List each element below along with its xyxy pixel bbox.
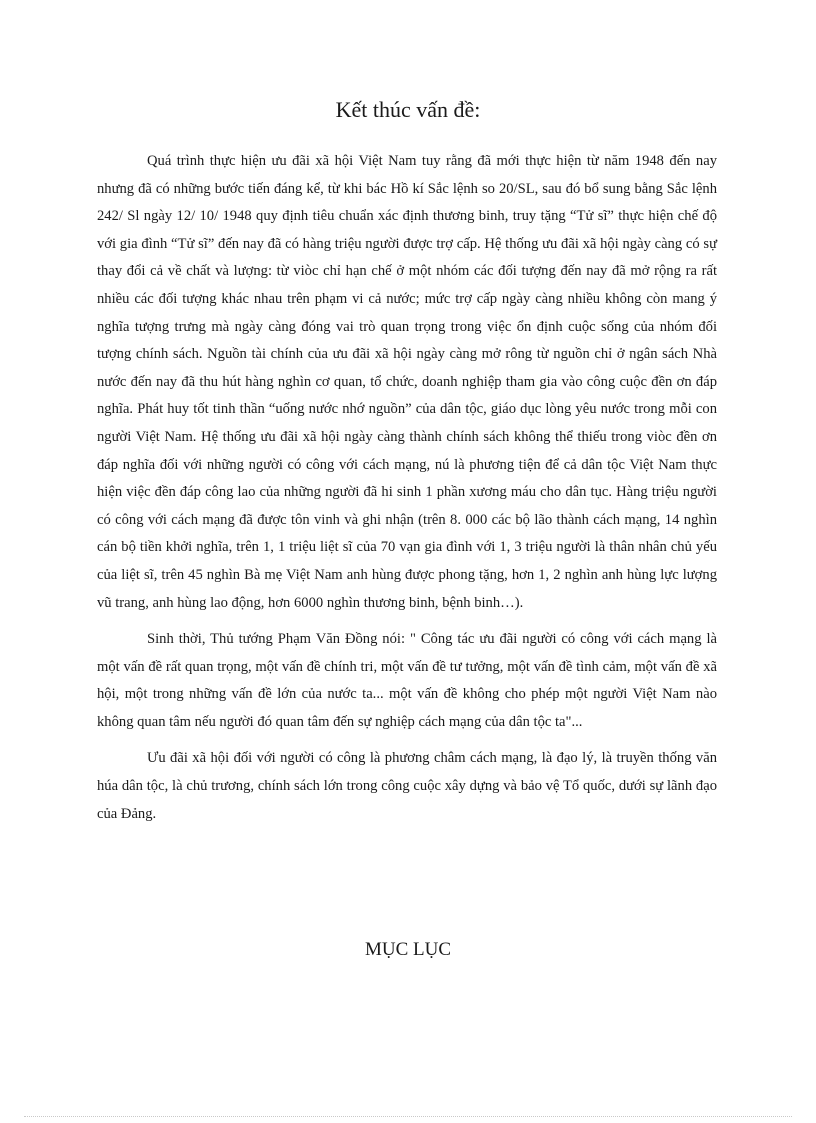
document-body xyxy=(97,148,717,828)
page-footer-divider xyxy=(24,1116,792,1117)
paragraph-summary: Quá trình thực hiện ưu đãi xã hội Việt Nam tuy rằng đã mới thực hiện từ năm 1948 đến nay nhưng đã có những bước tiến đáng kể, từ khi bác Hồ kí Sắc lệnh so 20/SL, sau đó bổ sung bằng Sắc lệnh 242/ Sl ngày 12/ 10/ 1948 quy định tiêu chuẩn xác định thương binh, truy tặng “Tử sĩ” thực hiện chế độ với gia đình “Tử sĩ” đến nay đã có hàng triệu người được trợ cấp. Hệ thống ưu đãi xã hội ngày càng có sự thay đổi cả về chất và lượng: từ viòc chỉ hạn chế ở một nhóm các đối tượng đến nay đã mở rộng ra rất nhiều các đối tượng khác nhau trên phạm vi cả nước; mức trợ cấp ngày càng nhiều không còn mang ý nghĩa tượng trưng mà ngày càng đóng vai trò quan trọng trong việc ổn định cuộc sống của nhóm đối tượng chính sách. Nguồn tài chính của ưu đãi xã hội ngày càng mở rông từ nguồn chỉ ở ngân sách Nhà nước đến nay đã thu hút hàng nghìn cơ quan, tổ chức, doanh nghiệp tham gia vào công cuộc đền ơn đáp nghĩa. Phát huy tốt tinh thần “uống nước nhớ nguồn” của dân tộc, giáo dục lòng yêu nước trong mỗi con người Việt Nam. Hệ thống ưu đãi xã hội ngày càng thành chính sách không thể thiếu trong viòc đền ơn đáp nghĩa đối với những người có công với cách mạng, nú là phương tiện để cả dân tộc Việt Nam thực hiện việc đền đáp công lao của những người đã hi sinh 1 phần xương máu cho dân tục. Hàng triệu người có công với cách mạng đã được tôn vinh và ghi nhận (trên 8. 000 các bộ lão thành cách mạng, 14 nghìn cán bộ tiền khởi nghĩa, trên 1, 1 triệu liệt sĩ của 70 vạn gia đình với 1, 3 triệu người là thân nhân chủ yếu của liệt sĩ, trên 45 nghìn Bà mẹ Việt Nam anh hùng được phong tặng, hơn 1, 2 nghìn anh hùng lực lượng vũ trang, anh hùng lao động, hơn 6000 nghìn thương binh, bệnh binh…). xyxy=(97,153,717,611)
paragraph-conclusion: Ưu đãi xã hội đối với người có công là phương châm cách mạng, là đạo lý, là truyền thống văn húa dân tộc, là chủ trương, chính sách lớn trong công cuộc xây dựng và bảo vệ Tổ quốc, dưới sự lãnh đạo của Đảng. xyxy=(97,750,717,822)
page-title: Kết thúc vấn đề: xyxy=(335,97,481,122)
table-of-contents-heading: MỤC LỤC xyxy=(364,939,452,960)
paragraph-quote: Sinh thời, Thủ tướng Phạm Văn Đồng nói: " Công tác ưu đãi người có công với cách mạng là một vấn đề rất quan trọng, một vấn đề chính tri, một vấn đề tư tưởng, một vấn đề tình cảm, một vấn đề xã hội, một trong những vấn đề lớn của nước ta... một vấn đề không cho phép một người Việt Nam nào không quan tâm nếu người đó quan tâm đến sự nghiệp cách mạng của dân tộc ta"... xyxy=(97,631,717,730)
